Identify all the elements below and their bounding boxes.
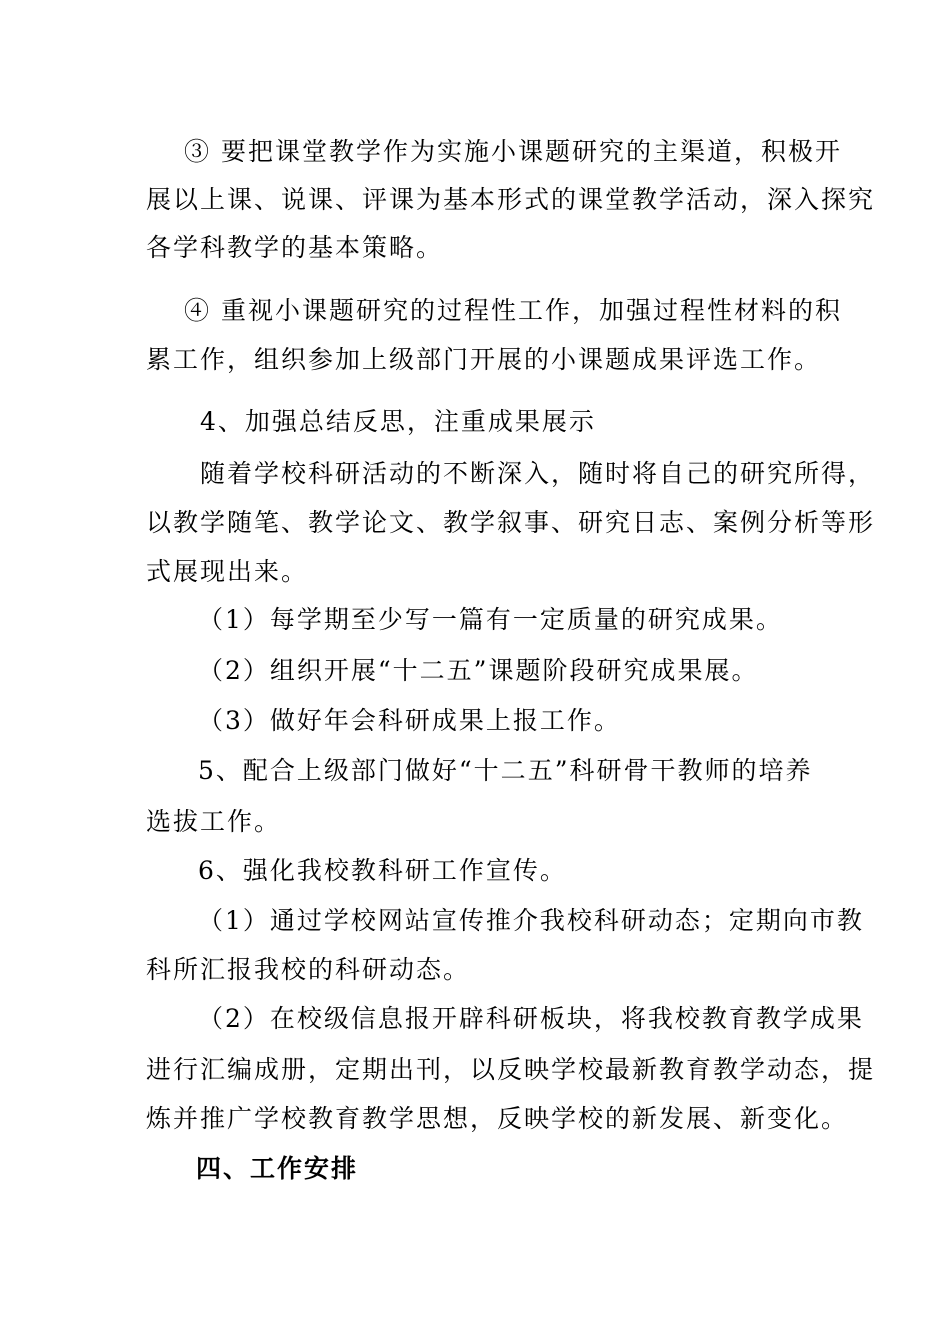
section-subheading: 4、加强总结反思，注重成果展示 [200, 407, 596, 436]
paragraph-line: 选拔工作。 [146, 807, 282, 836]
paragraph-line: 炼并推广学校教育教学思想，反映学校的新发展、新变化。 [146, 1104, 849, 1133]
list-item: （1）通过学校网站宣传推介我校科研动态；定期向市教 [198, 906, 864, 935]
paragraph-line: 科所汇报我校的科研动态。 [146, 955, 471, 984]
paragraph-line: ③ 要把课堂教学作为实施小课题研究的主渠道，积极开 [184, 137, 842, 166]
paragraph-line: 各学科教学的基本策略。 [146, 233, 444, 262]
paragraph-line: 展以上课、说课、评课为基本形式的课堂教学活动，深入探究 [146, 185, 876, 214]
paragraph-line: 进行汇编成册，定期出刊，以反映学校最新教育教学动态，提 [146, 1055, 876, 1084]
list-item: （2）在校级信息报开辟科研板块，将我校教育教学成果 [198, 1004, 864, 1033]
paragraph-line: 6、强化我校教科研工作宣传。 [198, 856, 567, 885]
paragraph-line: ④ 重视小课题研究的过程性工作，加强过程性材料的积 [184, 296, 842, 325]
list-item: （1）每学期至少写一篇有一定质量的研究成果。 [198, 605, 783, 634]
list-item: （2）组织开展“十二五”课题阶段研究成果展。 [198, 656, 759, 685]
paragraph-line: 5、配合上级部门做好“十二五”科研骨干教师的培养 [198, 756, 813, 785]
section-heading: 四、工作安排 [196, 1154, 359, 1183]
paragraph-line: 以教学随笔、教学论文、教学叙事、研究日志、案例分析等形 [146, 508, 876, 537]
paragraph-line: 随着学校科研活动的不断深入，随时将自己的研究所得， [200, 459, 876, 488]
paragraph-line: 累工作，组织参加上级部门开展的小课题成果评选工作。 [146, 345, 822, 374]
paragraph-line: 式展现出来。 [146, 557, 309, 586]
list-item: （3）做好年会科研成果上报工作。 [198, 706, 621, 735]
